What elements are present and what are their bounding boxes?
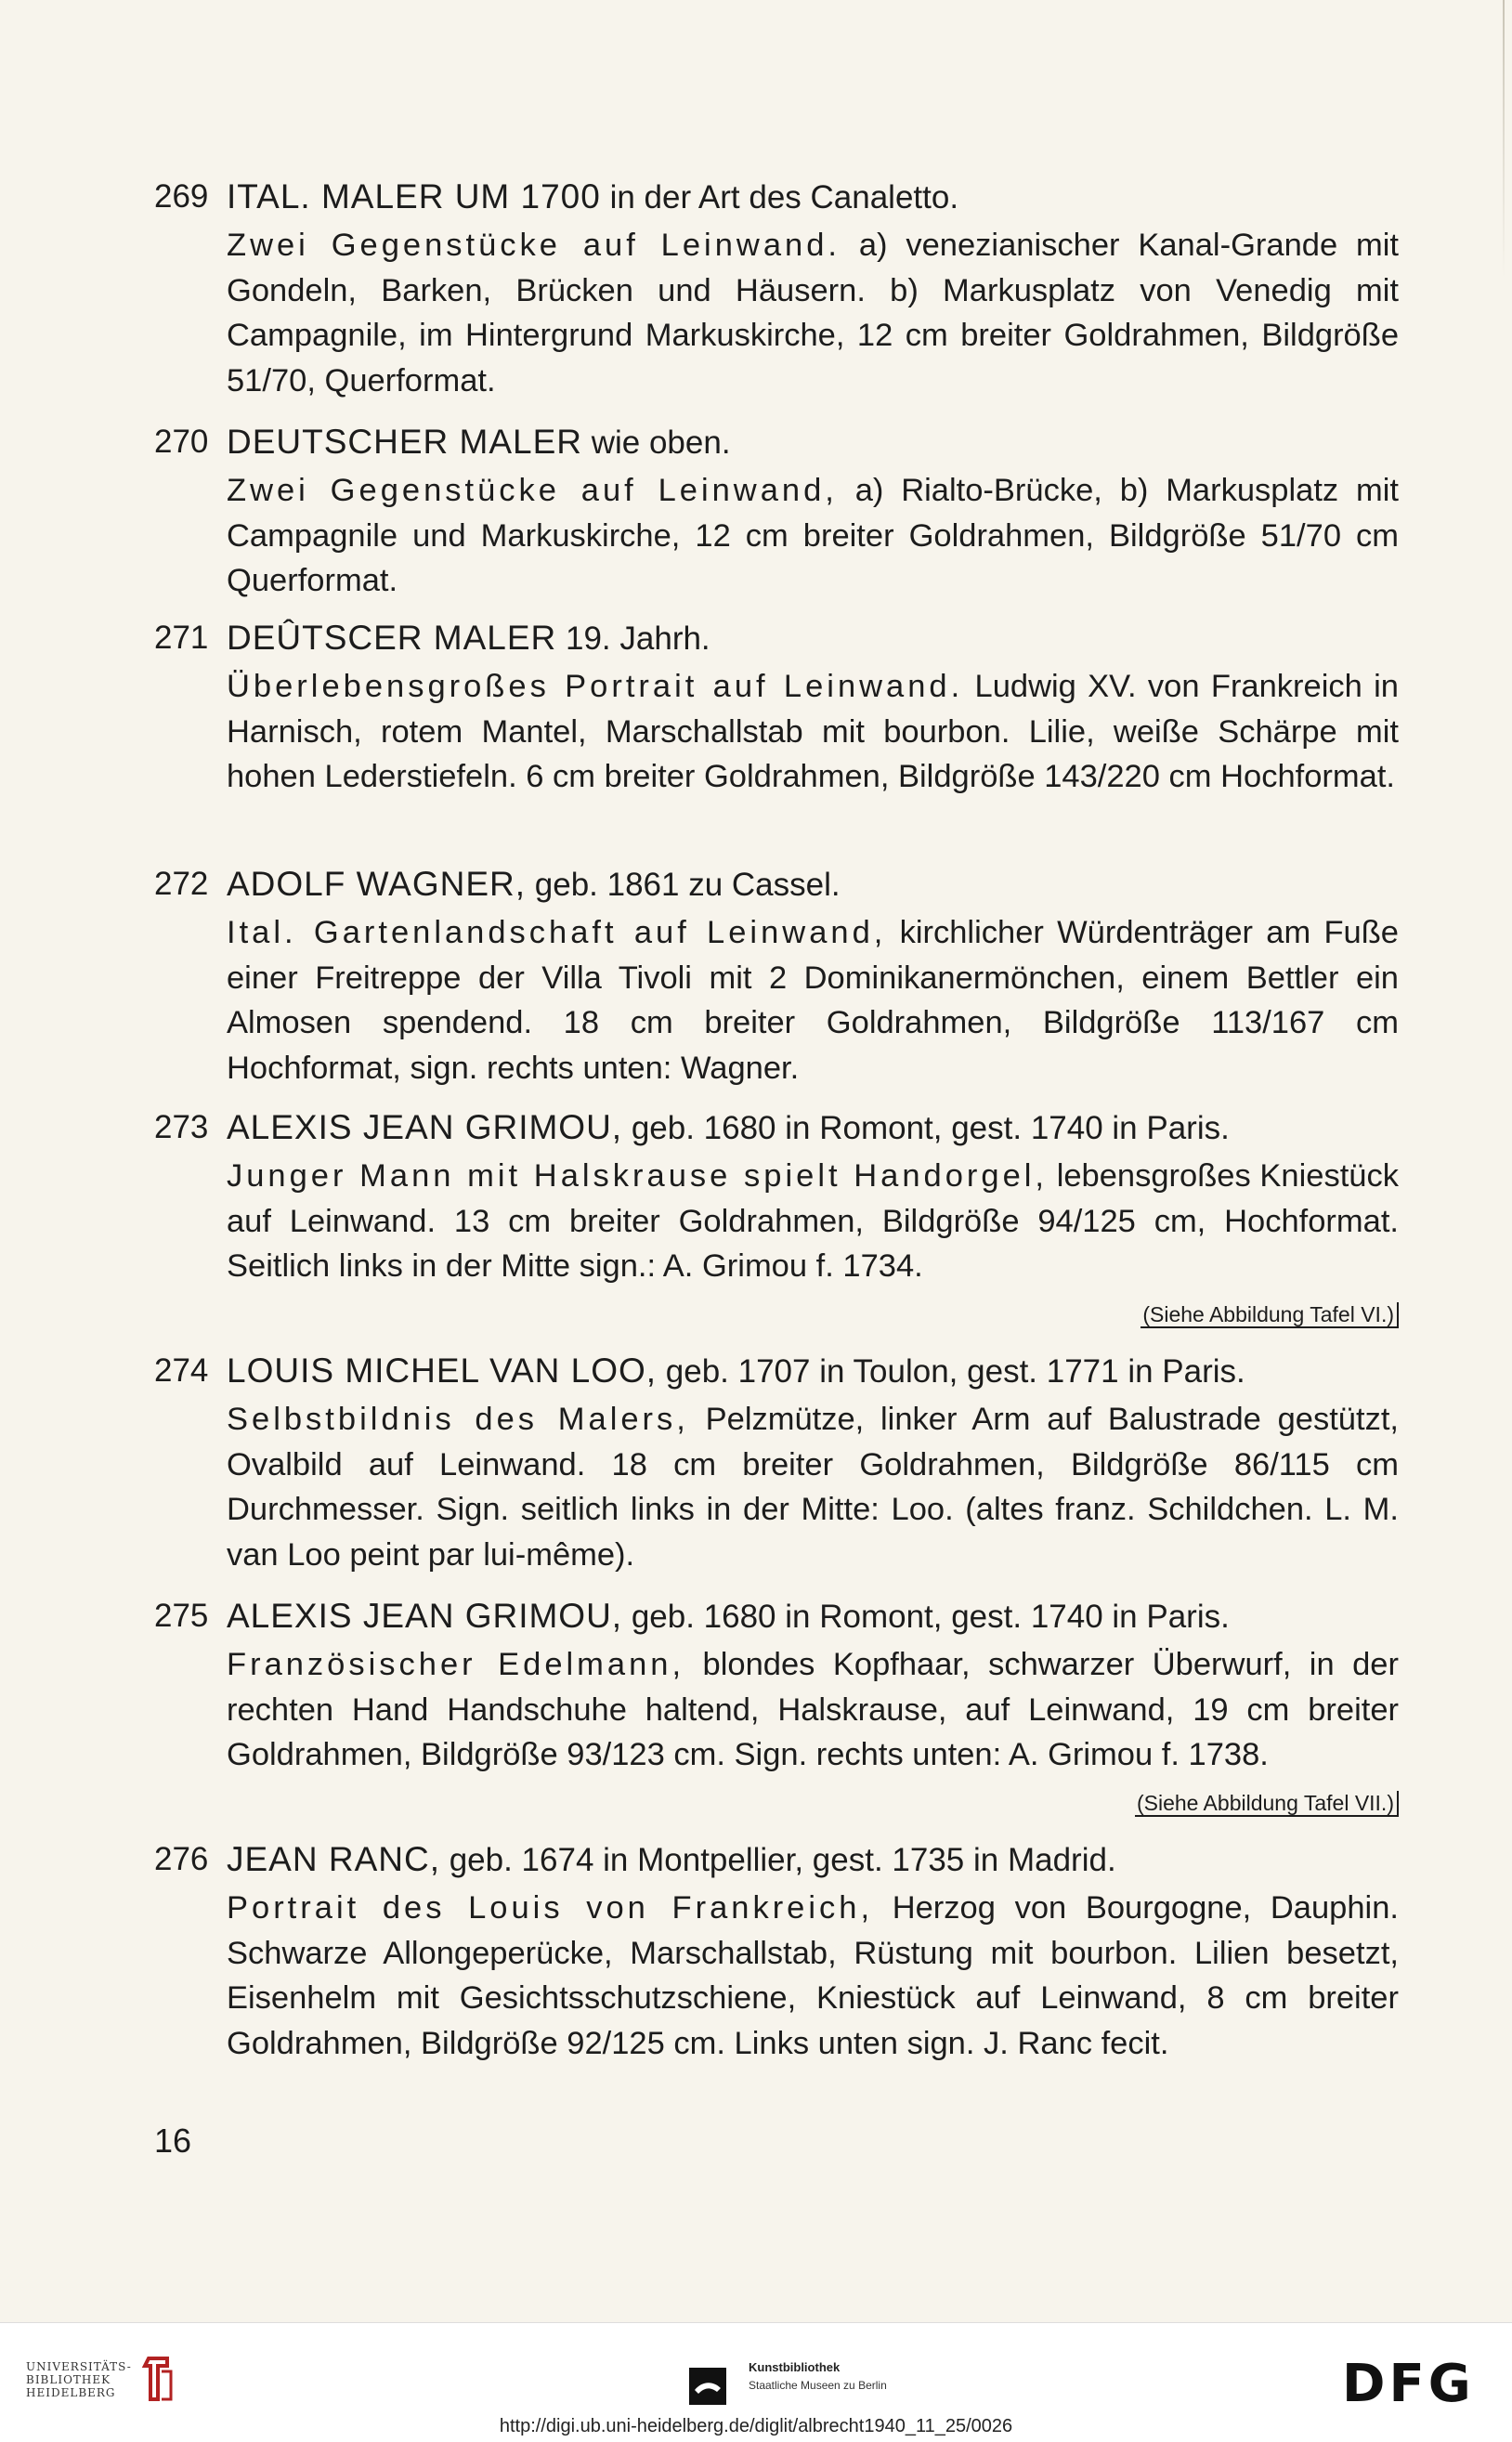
entry-description	[227, 910, 1399, 1090]
artist-name: ALEXIS JEAN GRIMOU,	[227, 1597, 623, 1635]
artist-details: geb. 1861 zu Cassel.	[526, 867, 841, 903]
source-url[interactable]: http://digi.ub.uni-heidelberg.de/diglit/albrecht1940_11_25/0026	[499, 2416, 1013, 2436]
artwork-title: Portrait des Louis von Frankreich,	[227, 1890, 874, 1926]
entry-heading	[227, 866, 841, 904]
kunstbibliothek-name: Kunstbibliothek	[749, 2360, 841, 2374]
entry-description	[227, 1154, 1399, 1330]
reference-line	[227, 1289, 1399, 1330]
reference-line	[227, 1778, 1399, 1819]
illustration-reference: (Siehe Abbildung Tafel VI.)	[1141, 1302, 1399, 1328]
artwork-title: Ital. Gartenlandschaft auf Leinwand,	[227, 915, 887, 950]
artwork-description: blondes Kopfhaar, schwarzer Überwurf, in der rechten Hand Handschuhe haltend, Halskrause, auf Leinwand, 19 cm breiter Goldrahmen, Bildgröße 93/123 cm. Sign. rechts unten: A. Grimou f. 1738.	[227, 1647, 1399, 1772]
artwork-description: a) Rialto-Brücke, b) Markusplatz mit Campagnile und Markuskirche, 12 cm breiter Goldrahmen, Bildgröße 51/70 cm Querformat.	[227, 473, 1399, 598]
page-fold-line	[1503, 0, 1505, 279]
entry-number: 271	[154, 620, 209, 656]
artwork-description: lebensgroßes Kniestück auf Leinwand. 13 cm breiter Goldrahmen, Bildgröße 94/125 cm, Hochformat. Seitlich links in der Mitte sign.: A. Grimou f. 1734.	[227, 1158, 1399, 1284]
artwork-title: Zwei Gegenstücke auf Leinwand.	[227, 228, 841, 263]
artwork-description: Herzog von Bourgogne, Dauphin. Schwarze Allongeperücke, Marschallstab, Rüstung mit bourbon. Lilien besetzt, Eisenhelm mit Gesichtsschutzschiene, Kniestück auf Leinwand, 8 cm breiter Goldrahmen, Bildgröße 92/125 cm. Links unten sign. J. Ranc fecit.	[227, 1890, 1399, 2061]
kunstbibliothek-subtitle: Staatliche Museen zu Berlin	[749, 2379, 887, 2392]
artwork-description: a) venezianischer Kanal-Grande mit Gondeln, Barken, Brücken und Häusern. b) Markusplatz von Venedig mit Campagnile, im Hintergrund Markuskirche, 12 cm breiter Goldrahmen, Bildgröße 51/70, Querformat.	[227, 228, 1400, 398]
kunstbibliothek-logo[interactable]	[689, 2351, 1005, 2407]
artwork-title: Selbstbildnis des Malers,	[227, 1402, 689, 1437]
artist-name: ADOLF WAGNER,	[227, 865, 527, 903]
uni-logo-line: BIBLIOTHEK	[26, 2373, 111, 2386]
entry-heading	[227, 1352, 1245, 1391]
artwork-description: Pelzmütze, linker Arm auf Balustrade gestützt, Ovalbild auf Leinwand. 18 cm breiter Goldrahmen, Bildgröße 86/115 cm Durchmesser. Sign. seitlich links in der Mitte: Loo. (altes franz. Schildchen. L. M. van Loo peint par lui-même).	[227, 1402, 1399, 1573]
entry-heading	[227, 178, 958, 216]
entry-number: 274	[154, 1352, 209, 1389]
entry-description	[227, 223, 1399, 403]
artist-details: geb. 1674 in Montpellier, gest. 1735 in Madrid.	[439, 1842, 1116, 1878]
artwork-title: Französischer Edelmann,	[227, 1647, 685, 1682]
artist-details: geb. 1680 in Romont, gest. 1740 in Paris.	[622, 1110, 1230, 1146]
artist-details: in der Art des Canaletto.	[600, 179, 959, 215]
entry-number: 276	[154, 1841, 209, 1877]
entry-number: 272	[154, 866, 209, 902]
artwork-description: kirchlicher Würdenträger am Fuße einer Freitreppe der Villa Tivoli mit 2 Dominikanermönchen, einem Bettler ein Almosen spendend. 18 cm breiter Goldrahmen, Bildgröße 113/167 cm Hochformat, sign. rechts unten: Wagner.	[227, 915, 1399, 1086]
artwork-title: Zwei Gegenstücke auf Leinwand,	[227, 473, 838, 508]
entry-heading	[227, 620, 710, 658]
page-number: 16	[154, 2122, 192, 2160]
artwork-title: Überlebensgroßes Portrait auf Leinwand.	[227, 669, 964, 704]
entry-description	[227, 664, 1399, 800]
entry-description	[227, 1642, 1399, 1819]
kunstbibliothek-emblem-icon	[689, 2368, 726, 2405]
entry-heading	[227, 1598, 1230, 1636]
entry-description	[227, 1397, 1399, 1577]
artwork-description: Ludwig XV. von Frankreich in Harnisch, rotem Mantel, Marschallstab mit bourbon. Lilie, weiße Schärpe mit hohen Lederstiefeln. 6 cm breiter Goldrahmen, Bildgröße 143/220 cm Hochformat.	[227, 669, 1399, 794]
entry-description	[227, 1886, 1399, 2066]
artist-name: LOUIS MICHEL VAN LOO,	[227, 1352, 658, 1390]
artist-name: JEAN RANC,	[227, 1840, 440, 1878]
artist-details: 19. Jahrh.	[556, 620, 710, 657]
artist-name: DEUTSCHER MALER	[227, 423, 582, 461]
uni-logo-line: UNIVERSITÄTS-	[26, 2360, 132, 2373]
artwork-title: Junger Mann mit Halskrause spielt Handorgel,	[227, 1158, 1049, 1194]
artist-name: ALEXIS JEAN GRIMOU,	[227, 1108, 623, 1146]
heidelberg-emblem-icon	[139, 2353, 176, 2405]
artist-name: ITAL. MALER UM 1700	[227, 177, 601, 215]
illustration-reference: (Siehe Abbildung Tafel VII.)	[1135, 1791, 1399, 1817]
artist-details: geb. 1680 in Romont, gest. 1740 in Paris.	[622, 1599, 1230, 1635]
entry-heading	[227, 1841, 1116, 1879]
entry-number: 273	[154, 1109, 209, 1145]
entry-description	[227, 468, 1399, 604]
entry-number: 269	[154, 178, 209, 215]
dfg-logo[interactable]: DFG	[1342, 2354, 1475, 2414]
entry-heading	[227, 424, 731, 462]
uni-logo-line: HEIDELBERG	[26, 2386, 116, 2399]
entry-number: 270	[154, 424, 209, 460]
artist-details: geb. 1707 in Toulon, gest. 1771 in Paris.	[657, 1353, 1245, 1390]
artist-details: wie oben.	[582, 424, 731, 461]
entry-number: 275	[154, 1598, 209, 1634]
digitization-footer	[0, 2322, 1512, 2442]
heidelberg-library-logo[interactable]	[26, 2360, 132, 2399]
artist-name: DEÛTSCER MALER	[227, 619, 557, 657]
entry-heading	[227, 1109, 1230, 1147]
